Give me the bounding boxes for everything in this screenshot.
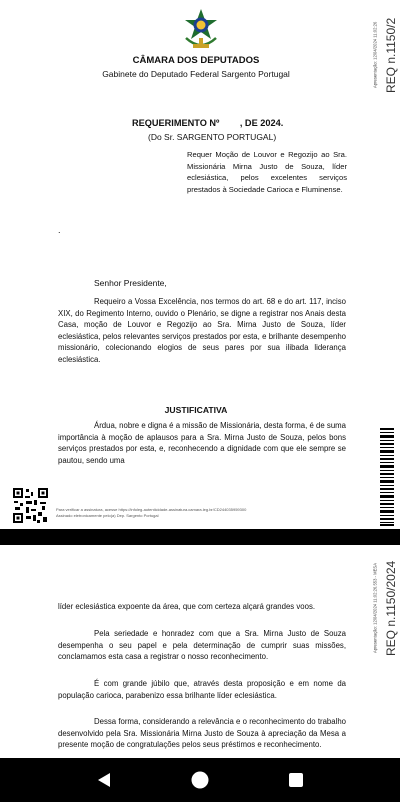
signature-footer [56, 507, 246, 519]
salutation: Senhor Presidente, [94, 278, 167, 288]
header-subtitle: Gabinete do Deputado Federal Sargento Portugal [102, 69, 290, 79]
paragraph-request: Requeiro a Vossa Excelência, nos termos do art. 68 e do art. 117, inciso XIX, do Regimento Interno, ouvido o Plenário, se digne a registrar nos Anais desta Casa, moção de Louvor e Regozijo ao Sra. Mirna Justo de Souza, líder eclesiástica, pelos relevantes serviços prestados por esta, e brilhante desempenho missionário, colecionando elogios de seus pares por sua ilibada liderança eclesiástica. [58, 297, 346, 364]
recents-button[interactable] [284, 768, 308, 792]
barcode-icon [380, 428, 394, 526]
footer-signed-line: Assinado eletronicamente pelo(a) Dep. Sargento Portugal [56, 513, 159, 518]
qr-code-icon [12, 487, 49, 524]
ementa: Requer Moção de Louvor e Regozijo ao Sra. Missionária Mirna Justo de Souza, líder eclesiástica, pelos excelentes serviços prestados à Sociedade Carioca e Fluminense. [187, 150, 347, 194]
paragraph-seriedade: Pela seriedade e honradez com que a Sra. Mirna Justo de Souza desempenha o seu papel e pela determinação de cumprir suas missões, conclamamos esta casa a registrar o nosso reconhecimento. [58, 629, 346, 662]
requerimento-title: REQUERIMENTO Nº , DE 2024. [132, 118, 284, 128]
paragraph-justification: Árdua, nobre e digna é a missão de Missionária, desta forma, é de suma importância à moção de aplausos para a Sra. Mirna Justo de Souza, pelos bons serviços prestados por esta, e, reconhecendo a dignidade com que ele sempre se pautou, sendo uma [58, 421, 346, 465]
home-circle-icon [190, 770, 210, 790]
req-number-stamp-2: REQ n.1150/2024 [384, 560, 398, 656]
brasao-republica-icon [180, 8, 222, 52]
home-button[interactable] [188, 768, 212, 792]
paragraph-continuation: líder eclesiástica expoente da área, que com certeza alçará grandes voos. [58, 602, 316, 611]
paragraph-conclusion: Dessa forma, considerando a relevância e o reconhecimento do trabalho desenvolvido pela Sra. Missionária Mirna Justo de Souza à apreciação da Mesa a presente moção de congratulações pelos seus préstimos e reconhecimento. [58, 717, 346, 750]
presentation-stamp-2: Apresentação: 12/04/2024 11:02:26.553 - MESA [372, 562, 378, 654]
back-button[interactable] [92, 768, 116, 792]
android-nav-bar [0, 758, 400, 802]
document-page-2 [0, 545, 400, 758]
footer-verify-line: Para verificar a assinatura, acesse https://infoleg-autenticidade-assinatura.camara.leg.br/CD244035959300 [56, 507, 247, 512]
req-number-stamp: REQ n.1150/2 [384, 17, 398, 93]
paragraph-jubilo: É com grande júbilo que, através desta proposição e em nome da população carioca, parabenizo essa brilhante líder eclesiástica. [58, 679, 346, 700]
requerimento-author: (Do Sr. SARGENTO PORTUGAL) [148, 132, 277, 142]
stray-dot: . [58, 225, 61, 235]
justificativa-heading: JUSTIFICATIVA [164, 405, 228, 415]
recents-square-icon [287, 771, 305, 789]
header-title: CÂMARA DOS DEPUTADOS [132, 55, 260, 66]
back-triangle-icon [95, 771, 113, 789]
presentation-stamp: Apresentação: 12/04/2024 11:02:26 [372, 21, 378, 89]
